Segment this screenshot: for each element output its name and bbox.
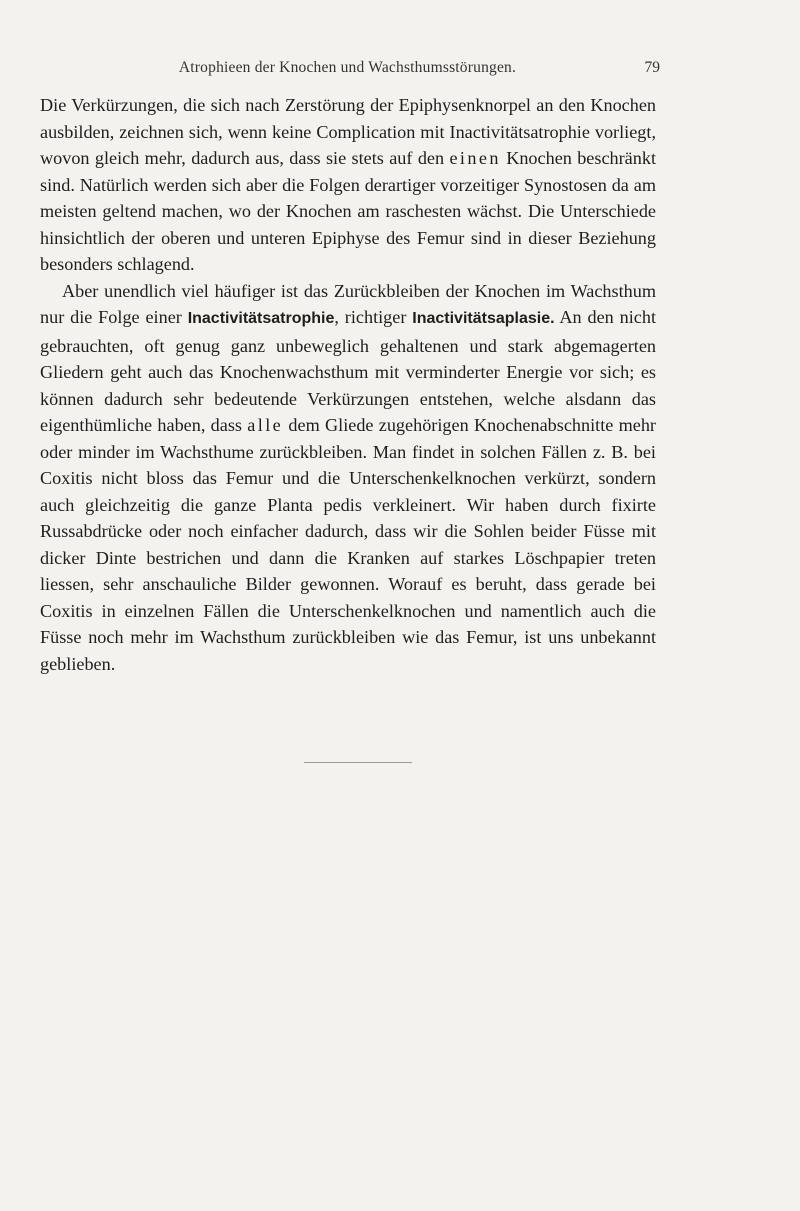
paragraph-1-text-after: Knochen beschränkt sind. Natürlich werden sich aber die Folgen derartiger vorzeitiger Synostosen da am meisten geltend machen, wo der Knochen am raschesten wächst. Die Unterschiede hinsichtlich der oberen und unteren Epiphyse des Femur sind in dieser Beziehung besonders schlagend. — [40, 148, 656, 274]
section-divider — [304, 762, 412, 763]
spaced-emphasis-einen: einen — [449, 148, 501, 168]
paragraph-2-text-mid: , richtiger — [334, 307, 413, 327]
paragraph-2 — [40, 278, 656, 678]
paragraph-2-text-start: Aber unendlich viel häufiger ist das Zurückbleiben der Knochen im Wachsthum nur die Folge einer — [40, 280, 656, 327]
bold-term-inactivitaetsatrophie: Inactivitätsatrophie — [187, 310, 335, 327]
running-title: Atrophieen der Knochen und Wachsthumsstörungen. — [178, 59, 517, 76]
body-text — [40, 92, 656, 677]
paragraph-2-text-end: dem Gliede zugehörigen Knochenabschnitte mehr oder minder im Wachsthume zurückbleiben. Man findet in solchen Fällen z. B. bei Coxitis nicht bloss das Femur und die Unterschenkelknochen verkürzt, sondern auch gleichzeitig die ganze Planta pedis verkleinert. Wir haben durch fixirte Russabdrücke oder noch einfacher dadurch, dass wir die Sohlen beider Füsse mit dicker Dinte bestrichen und dann die Kranken auf starkes Löschpapier treten liessen, sehr anschauliche Bilder gewonnen. Worauf es beruht, dass gerade bei Coxitis in einzelnen Fällen die Unterschenkelknochen und namentlich auch die Füsse noch mehr im Wachsthum zurückbleiben wie das Femur, ist uns unbekannt geblieben. — [40, 415, 656, 674]
running-header — [40, 59, 655, 77]
paragraph-2-text-cont: An den nicht gebrauchten, oft genug ganz unbeweglich gehaltenen und stark abgemagerten Gliedern geht auch das Knochenwachsthum mit verminderter Energie vor sich; es können dadurch sehr bedeutende Verkürzungen entstehen, welche alsdann das eigenthümliche haben, dass — [40, 307, 656, 435]
page-number: 79 — [644, 59, 660, 76]
paragraph-1-text: Die Verkürzungen, die sich nach Zerstörung der Epiphysenknorpel an den Knochen ausbilden, zeichnen sich, wenn keine Complication mit Inactivitätsatrophie vorliegt, wovon gleich mehr, dadurch aus, dass sie stets auf den — [40, 95, 656, 168]
spaced-emphasis-alle: alle — [247, 415, 284, 435]
paragraph-1 — [40, 92, 656, 278]
bold-term-inactivitaetsaplasie: Inactivitätsaplasie. — [412, 310, 555, 327]
